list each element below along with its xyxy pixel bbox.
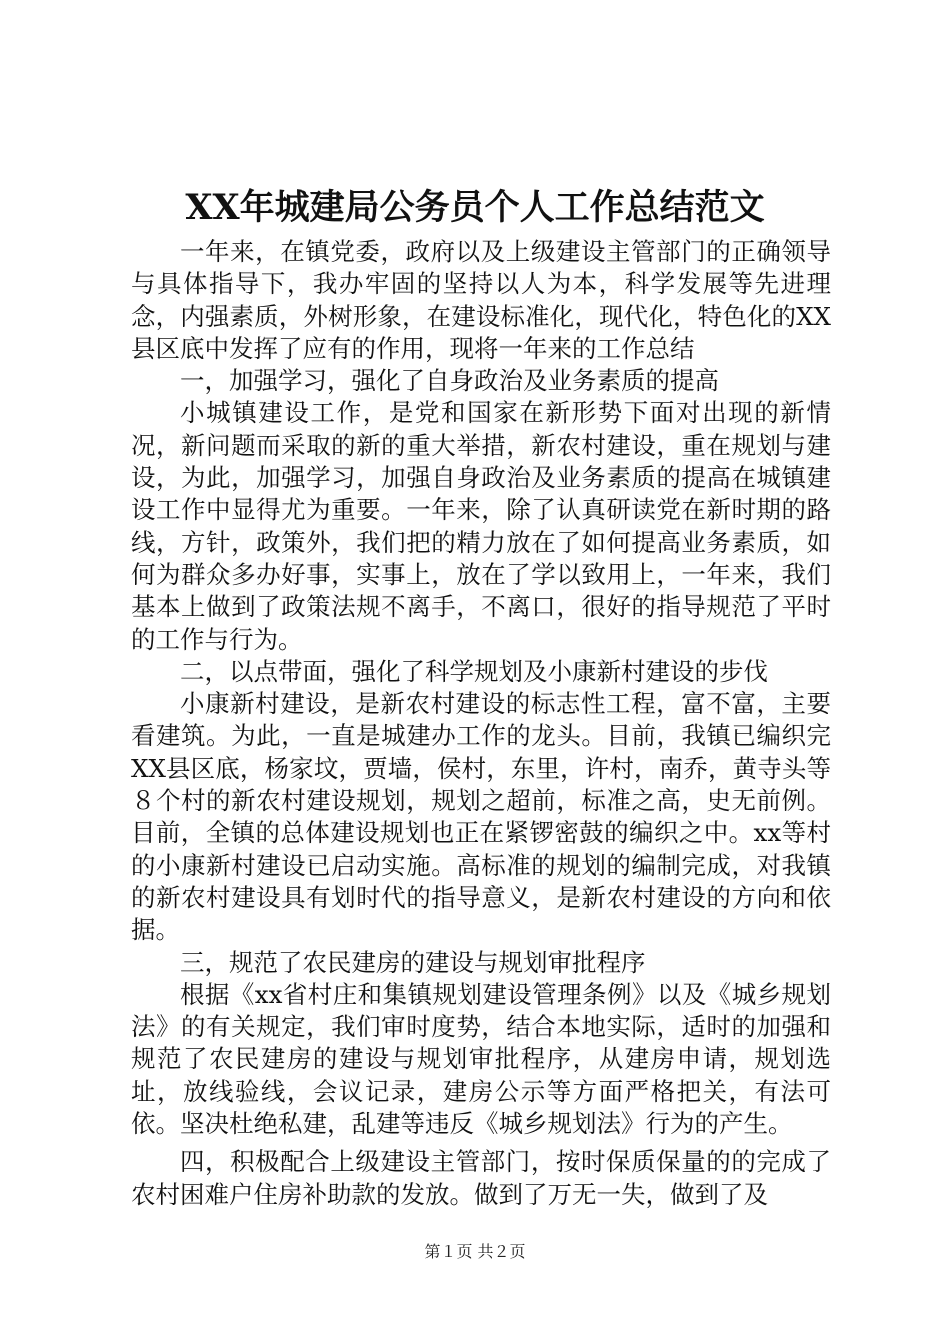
- document-body: [131, 236, 831, 1211]
- paragraph-section-1: 小城镇建设工作，是党和国家在新形势下面对出现的新情况，新问题而采取的新的重大举措，新农村建设，重在规划与建设，为此，加强学习，加强自身政治及业务素质的提高在城镇建设工作中显得尤为重要。一年来，除了认真研读党在新时期的路线，方针，政策外，我们把的精力放在了如何提高业务素质，如何为群众多办好事，实事上，放在了学以致用上，一年来，我们基本上做到了政策法规不离手，不离口，很好的指导规范了平时的工作与行为。: [131, 398, 831, 654]
- paragraph-intro: 一年来，在镇党委，政府以及上级建设主管部门的正确领导与具体指导下，我办牢固的坚持以人为本，科学发展等先进理念，内强素质，外树形象，在建设标准化，现代化，特色化的XX县区底中发挥了应有的作用，现将一年来的工作总结: [131, 237, 831, 363]
- section-heading-1: 一，加强学习，强化了自身政治及业务素质的提高: [180, 366, 719, 396]
- paragraph-section-3: 根据《xx省村庄和集镇规划建设管理条例》以及《城乡规划法》的有关规定，我们审时度势，结合本地实际，适时的加强和规范了农民建房的建设与规划审批程序，从建房申请，规划选址，放线验线，会议记录，建房公示等方面严格把关，有法可依。坚决杜绝私建，乱建等违反《城乡规划法》行为的产生。: [131, 979, 831, 1139]
- page-footer: 第１页 共２页: [424, 1242, 526, 1261]
- section-heading-2: 二，以点带面，强化了科学规划及小康新村建设的步伐: [180, 656, 768, 686]
- paragraph-section-4: 四，积极配合上级建设主管部门，按时保质保量的的完成了农村困难户住房补助款的发放。做到了万无一失，做到了及: [131, 1147, 831, 1209]
- document-title: XX年城建局公务员个人工作总结范文: [185, 187, 765, 228]
- paragraph-section-2: 小康新村建设，是新农村建设的标志性工程，富不富，主要看建筑。为此，一直是城建办工作的龙头。目前，我镇已编织完XX县区底，杨家坟，贾墙，侯村，东里，许村，南乔，黄寺头等８个村的新农村建设规划，规划之超前，标准之高，史无前例。目前，全镇的总体建设规划也正在紧锣密鼓的编织之中。xx等村的小康新村建设已启动实施。高标准的规划的编制完成，对我镇的新农村建设具有划时代的指导意义，是新农村建设的方向和依据。: [131, 689, 831, 945]
- section-heading-3: 三，规范了农民建房的建设与规划审批程序: [180, 947, 646, 977]
